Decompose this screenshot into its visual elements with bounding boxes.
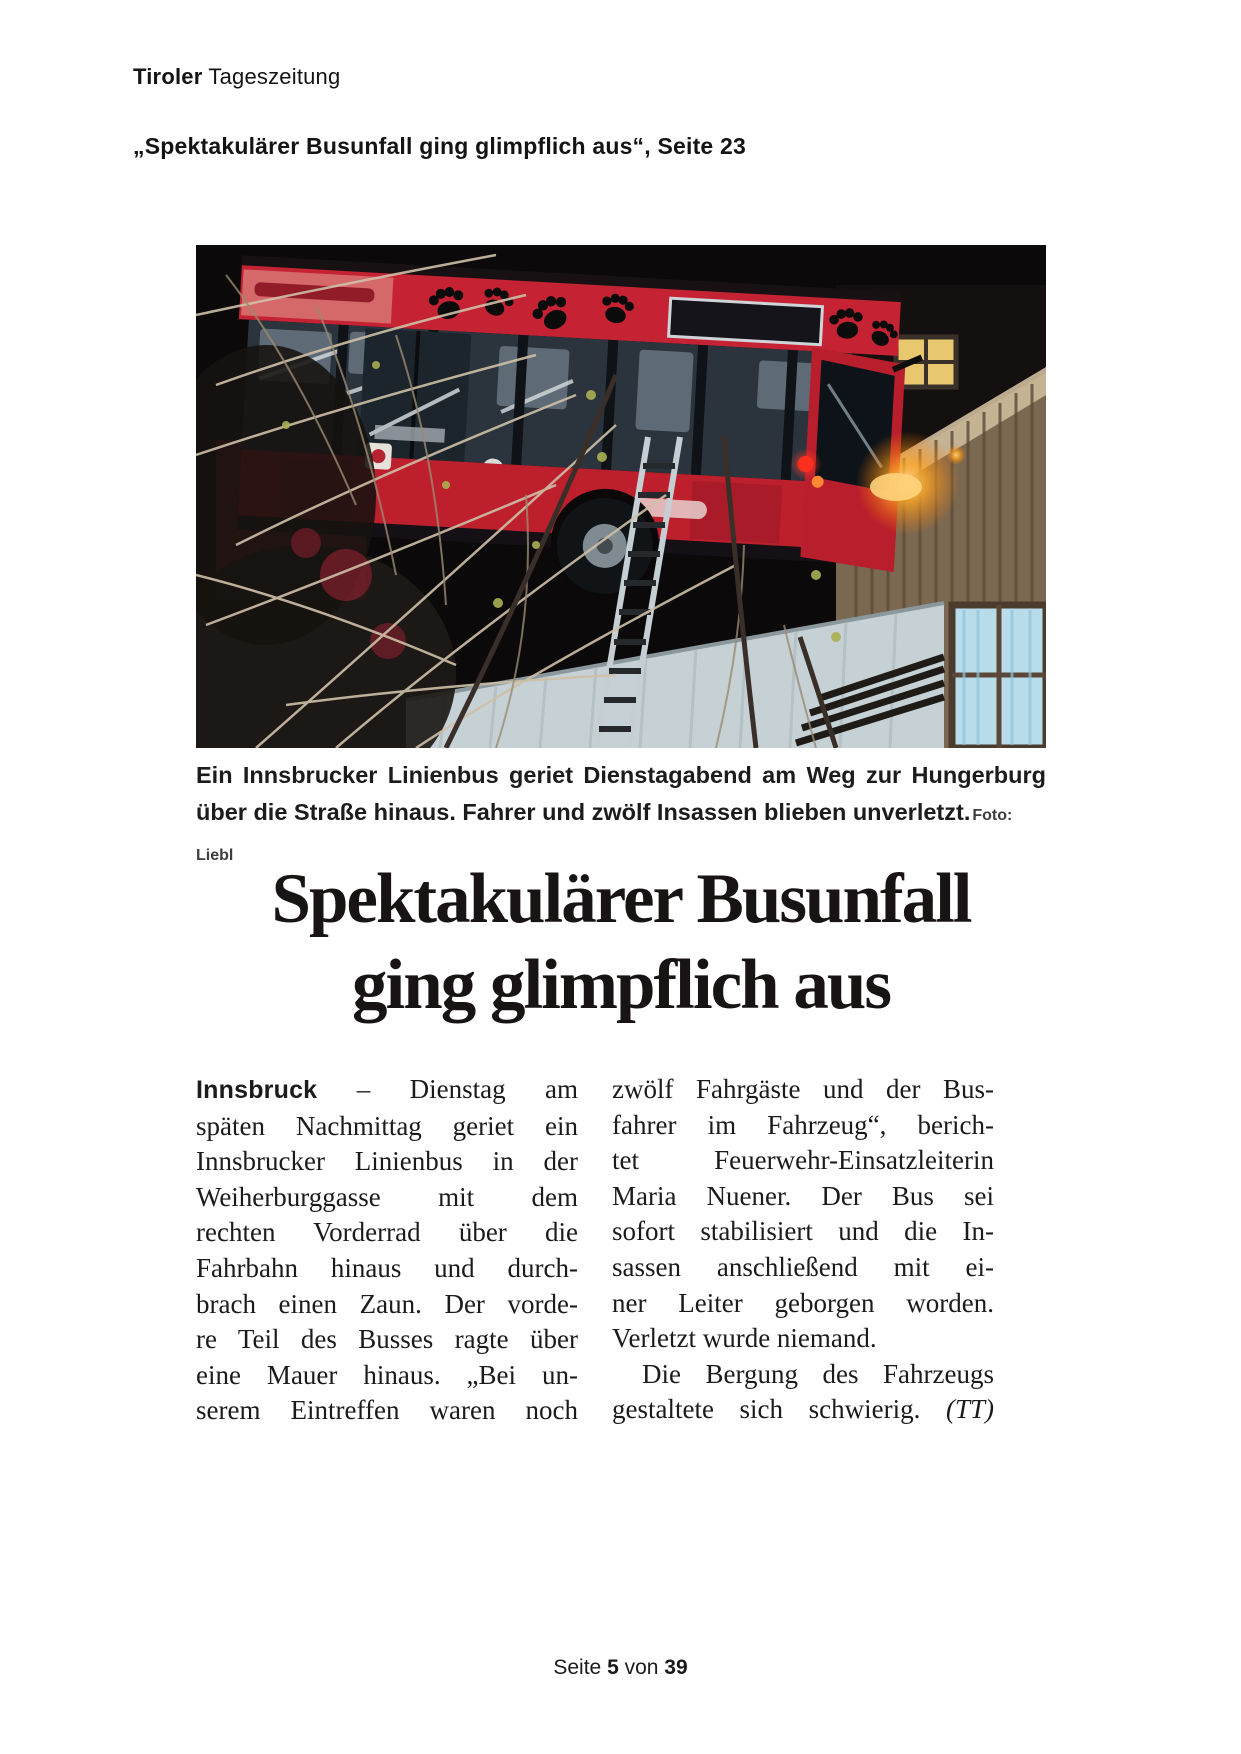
article-text-line: späten Nachmittag geriet ein [196,1110,578,1141]
article-text-line: Innsbrucker Linienbus in der [196,1146,578,1177]
article-text-line: sofort stabilisiert und die In- [612,1216,994,1247]
bus-door [358,328,471,462]
caption-line-2: über die Straße hinaus. Fahrer und zwölf Insassen blieben unverletzt. Foto: Liebl [196,799,1013,864]
article-text-line: Maria Nuener. Der Bus sei [612,1180,994,1211]
article-text-line: eine Mauer hinaus. „Bei un- [196,1359,578,1390]
page-indicator [0,1656,1241,1680]
photo-credit: Foto: Liebl [196,807,1013,864]
article-text-line: brach einen Zaun. Der vorde- [196,1288,578,1319]
article-text-line: Innsbruck – Dienstag am [196,1074,579,1104]
article-text-line: fahrer im Fahrzeug“, berich- [612,1109,994,1140]
page-of-word: von [624,1656,659,1679]
headline-line-2: ging glimpflich aus [351,946,890,1024]
page-total: 39 [664,1656,688,1679]
article-text-line: Verletzt wurde niemand. [612,1323,877,1354]
article-text-line: Fahrbahn hinaus und durch- [196,1252,578,1283]
masthead [133,64,340,90]
article-photo [196,245,1046,748]
accident-photo-illustration [196,245,1046,748]
article-text-line: Weiherburggasse mit dem [196,1181,578,1212]
masthead-brand: Tiroler [133,64,203,89]
article-column-left [196,1072,578,1429]
document-subtitle: „Spektakulärer Busunfall ging glimpflich aus“, Seite 23 [133,133,746,159]
article-column-right [612,1072,994,1429]
article-text-line: zwölf Fahrgäste und der Bus- [612,1074,994,1104]
headline-line-1: Spektakulärer Busunfall [271,860,971,938]
article-text-line: sassen anschließend mit ei- [612,1251,994,1282]
page-word: Seite [553,1656,602,1679]
article-text-line: re Teil des Busses ragte über [196,1324,578,1355]
masthead-brand-rest: Tageszeitung [202,64,341,89]
article-body [196,1072,994,1429]
article-text-line: tet Feuerwehr-Einsatzleiterin [612,1145,994,1176]
article-text-line: ner Leiter geborgen worden. [612,1287,994,1318]
article-text-line: serem Eintreffen waren noch [196,1395,578,1426]
article-text-line: rechten Vorderrad über die [196,1217,578,1248]
article-text-line: gestaltete sich schwierig. (TT) [612,1394,994,1425]
caption-line-1: Ein Innsbrucker Linienbus geriet Dienstagabend am Weg zur Hungerburg [196,762,1046,788]
destination-display [669,298,823,344]
article-text-line: Die Bergung des Fahrzeugs [642,1358,994,1389]
article-headline [146,856,1096,1028]
page-current: 5 [607,1656,619,1679]
